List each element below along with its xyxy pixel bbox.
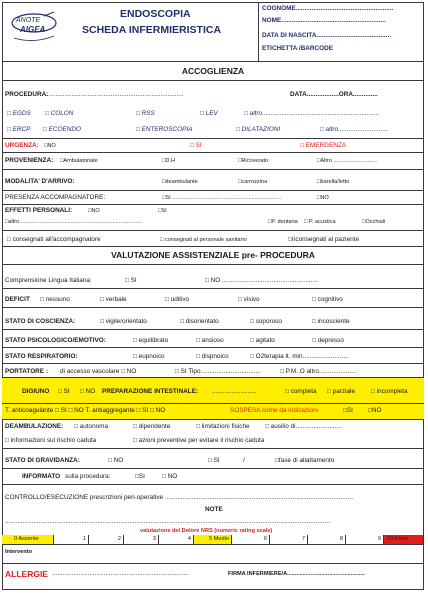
checkbox-incompleta[interactable]: □ incompleta bbox=[371, 388, 408, 395]
svg-text:AIGEA: AIGEA bbox=[20, 25, 46, 34]
checkbox-allattamento[interactable]: □fase di allattamento bbox=[275, 457, 335, 464]
gravidanza-label: STATO DI GRAVIDANZA: bbox=[5, 457, 80, 464]
checkbox-dipendente[interactable]: □ dipendente bbox=[133, 423, 171, 430]
controllo-esecuzione-field[interactable]: CONTROLLO/ESECUZIONE prescrizioni peri-operative .......................................................................................................... bbox=[5, 494, 354, 501]
section-valutazione: VALUTAZIONE ASSISTENZIALE pre- PROCEDURA bbox=[111, 250, 315, 260]
checkbox-consegnati-accompagnatore[interactable]: □ consegnati all'accompagnatore bbox=[7, 236, 101, 243]
psico-label: STATO PSICOLOGICO/EMOTIVO: bbox=[5, 337, 106, 344]
checkbox-colon[interactable]: □ COLON bbox=[45, 110, 74, 117]
checkbox-comprensione-si[interactable]: □ SI bbox=[125, 277, 137, 284]
portatore-label: PORTATORE : bbox=[5, 368, 48, 375]
firma-infermiere-field[interactable]: FIRMA INFERMIERE/A.................................................. bbox=[228, 571, 365, 577]
checkbox-provenienza-altro[interactable]: □Altro ............................ bbox=[317, 158, 377, 164]
cognome-field[interactable]: COGNOME....................................................... bbox=[262, 5, 394, 12]
data-nascita-field[interactable]: DATA DI NASCITA.......................................... bbox=[262, 32, 392, 39]
divider bbox=[2, 264, 424, 265]
checkbox-barella[interactable]: □barella/letto bbox=[317, 179, 350, 185]
etichetta-barcode-field: ETICHETTA /BARCODE bbox=[262, 45, 334, 52]
effetti-personali-label: EFFETTI PERSONALI: bbox=[5, 207, 73, 214]
anticoagulante-antiaggregante[interactable]: T. anticoagulante □ SI □ NO T. antiaggregante □ SI □ NO bbox=[5, 407, 166, 414]
checkbox-ansioso[interactable]: □ ansioso bbox=[196, 337, 224, 344]
procedura-label: PROCEDURA: bbox=[5, 91, 49, 98]
divider bbox=[2, 288, 424, 289]
informato-text: sulla procedura: bbox=[65, 473, 111, 480]
divider bbox=[2, 169, 424, 170]
pain-scale-cell-5[interactable]: 5 Medio bbox=[194, 535, 232, 544]
divider bbox=[2, 419, 424, 420]
procedura-input[interactable]: .............................................................................. bbox=[45, 91, 184, 98]
checkbox-p-dentaria[interactable]: □P. dentaria bbox=[268, 219, 298, 225]
checkbox-effetti-no[interactable]: □NO bbox=[88, 208, 100, 214]
comprensione-label: Comprensione Lingua Italiana: bbox=[5, 277, 92, 284]
checkbox-disorientato[interactable]: □ disorientato bbox=[180, 318, 219, 325]
checkbox-gravidanza-si[interactable]: □ SI bbox=[208, 457, 220, 464]
title-scheda: SCHEDA INFERMIERISTICA bbox=[82, 24, 222, 36]
divider bbox=[2, 152, 424, 153]
checkbox-altro-1[interactable]: □ altro.................................................................. bbox=[244, 110, 380, 117]
deambulazione-label: DEAMBULAZIONE: bbox=[5, 423, 64, 430]
digiuno-label: DIGIUNO bbox=[22, 388, 50, 395]
checkbox-urgenza-si[interactable]: □ SI bbox=[190, 142, 202, 149]
checkbox-carrozzina[interactable]: □carrozzina bbox=[238, 179, 268, 185]
divider bbox=[2, 61, 424, 62]
pain-scale-cell-6[interactable]: 6 bbox=[232, 535, 270, 544]
title-endoscopia: ENDOSCOPIA bbox=[120, 8, 191, 20]
checkbox-enteroscopia[interactable]: □ ENTEROSCOPIA bbox=[136, 126, 193, 133]
checkbox-accesso-si-tipo[interactable]: □ SI Tipo.................................. bbox=[175, 368, 261, 375]
checkbox-incosciente[interactable]: □ incosciente bbox=[312, 318, 350, 325]
checkbox-riconsegnati-paziente[interactable]: □riconsegnati al paziente bbox=[288, 236, 360, 243]
checkbox-completa[interactable]: □ completa bbox=[285, 388, 317, 395]
nome-field[interactable]: NOME........................................................... bbox=[262, 17, 386, 24]
data-ora-field[interactable]: DATA..................ORA.............. bbox=[290, 91, 378, 98]
checkbox-deficit-uditivo[interactable]: □ uditivo bbox=[165, 296, 190, 303]
divider bbox=[2, 377, 424, 378]
checkbox-agitato[interactable]: □ agitato bbox=[250, 337, 275, 344]
checkbox-info-rischio-caduta[interactable]: □ informazioni sul rischio caduta bbox=[5, 437, 97, 444]
checkbox-lev[interactable]: □ LEV bbox=[200, 110, 218, 117]
checkbox-sospesa-no[interactable]: □NO bbox=[368, 407, 382, 414]
urgenza-label: URGENZA: bbox=[5, 142, 39, 149]
note-label: NOTE bbox=[205, 506, 223, 513]
checkbox-occhiali[interactable]: □Occhiali bbox=[362, 219, 386, 225]
note-input[interactable]: ....................................................................................................................................................................................... bbox=[5, 518, 330, 525]
checkbox-effetti-altro[interactable]: □altro............................................................................... bbox=[5, 219, 143, 225]
checkbox-ecoendo[interactable]: □ ECOENDO bbox=[43, 126, 81, 133]
checkbox-sospesa-si[interactable]: □SI bbox=[343, 407, 353, 414]
divider bbox=[2, 138, 424, 139]
divider bbox=[2, 329, 424, 330]
checkbox-o2terapia[interactable]: □ O2terapia lt. min.......................... bbox=[250, 353, 349, 360]
checkbox-deficit-cognitivo[interactable]: □ cognitivo bbox=[312, 296, 343, 303]
checkbox-accompagnatore-si[interactable]: □SI ...................................................................... bbox=[162, 195, 282, 201]
checkbox-deficit-verbale[interactable]: □ verbale bbox=[100, 296, 127, 303]
checkbox-dispnoico[interactable]: □ dispnoico bbox=[196, 353, 229, 360]
checkbox-pm-altro[interactable]: □ P.M. O altro..................... bbox=[280, 368, 357, 375]
checkbox-soporoso[interactable]: □ soporoso bbox=[250, 318, 282, 325]
checkbox-ricoverato[interactable]: □Ricoverato bbox=[238, 158, 269, 164]
divider bbox=[2, 563, 424, 564]
checkbox-accompagnatore-no[interactable]: □NO bbox=[317, 195, 329, 201]
svg-text:ANOTE: ANOTE bbox=[16, 17, 41, 24]
checkbox-informato-no[interactable]: □ NO bbox=[162, 473, 178, 480]
dolore-title: valutazione del Dolore NRS (numeric rating scale) bbox=[140, 528, 273, 534]
divider bbox=[2, 190, 424, 191]
divider bbox=[2, 544, 424, 545]
divider bbox=[2, 307, 424, 308]
informato-label: INFORMATO bbox=[22, 473, 61, 480]
provenienza-label: PROVENIENZA: bbox=[5, 157, 54, 164]
preparazione-label: PREPARAZIONE INTESTINALE: bbox=[102, 388, 199, 395]
checkbox-digiuno-si[interactable]: □ SI bbox=[58, 388, 70, 395]
checkbox-digiuno-no[interactable]: □ NO bbox=[80, 388, 96, 395]
divider bbox=[2, 204, 424, 205]
checkbox-gravidanza-no[interactable]: □ NO bbox=[108, 457, 124, 464]
checkbox-parziale[interactable]: □ parziale bbox=[327, 388, 356, 395]
presenza-accompagnatore-label: PRESENZA ACCOMPAGNATORE: bbox=[5, 194, 106, 201]
divider bbox=[2, 80, 424, 81]
pain-scale-cell-1[interactable]: 1 bbox=[54, 535, 89, 544]
pain-scale-cell-8[interactable]: 8 bbox=[308, 535, 346, 544]
checkbox-deficit-nessuno[interactable]: □ nessuno bbox=[40, 296, 70, 303]
checkbox-eupnoico[interactable]: □ eupnoico bbox=[133, 353, 165, 360]
checkbox-ercp[interactable]: □ ERCP bbox=[7, 126, 31, 133]
nrs-pain-scale[interactable] bbox=[2, 535, 424, 544]
allergie-label: ALLERGIE bbox=[5, 569, 48, 579]
pain-scale-cell-2[interactable]: 2 bbox=[89, 535, 124, 544]
divider bbox=[2, 468, 424, 469]
checkbox-p-acustica[interactable]: □ P. acustica bbox=[304, 219, 336, 225]
checkbox-altro-2[interactable]: □ altro............................ bbox=[320, 126, 388, 133]
checkbox-comprensione-no[interactable]: □ NO ...................................................... bbox=[205, 277, 318, 284]
checkbox-ambulatoriale[interactable]: □Ambulatoriale bbox=[60, 158, 98, 164]
gravidanza-separator: / bbox=[243, 457, 245, 464]
header-divider bbox=[258, 2, 259, 61]
pain-scale-cell-4[interactable]: 4 bbox=[159, 535, 194, 544]
allergie-input[interactable]: ............................................................................. bbox=[52, 570, 189, 577]
section-accoglienza: ACCOGLIENZA bbox=[181, 66, 245, 76]
checkbox-ausilio[interactable]: □ ausilio di.......................... bbox=[265, 423, 342, 430]
sospesa-label: SOSPESA come da indicazioni bbox=[230, 407, 319, 414]
divider bbox=[2, 347, 424, 348]
checkbox-depresso[interactable]: □ depresso bbox=[312, 337, 344, 344]
modalita-arrivo-label: MODALITA' D'ARRIVO: bbox=[5, 178, 75, 185]
divider bbox=[2, 484, 424, 485]
pain-scale-cell-0[interactable]: 0 Assente bbox=[2, 535, 54, 544]
respiratorio-label: STATO RESPIRATORIO: bbox=[5, 353, 78, 360]
checkbox-deambulante[interactable]: □deambulante bbox=[162, 179, 198, 185]
checkbox-azioni-preventive[interactable]: □ azioni preventive per evitare il rischio caduta bbox=[133, 437, 265, 444]
coscienza-label: STATO DI COSCIENZA: bbox=[5, 318, 76, 325]
checkbox-vigile[interactable]: □ vigile/orientato bbox=[100, 318, 147, 325]
checkbox-equilibrato[interactable]: □ equilibrato bbox=[133, 337, 169, 344]
checkbox-urgenza-no[interactable]: □NO bbox=[44, 143, 56, 149]
intervento-label: Intervento bbox=[5, 549, 33, 555]
checkbox-deficit-visivo[interactable]: □ visivo bbox=[238, 296, 260, 303]
checkbox-informato-si[interactable]: □SI bbox=[135, 473, 145, 480]
checkbox-autonoma[interactable]: □ autonoma bbox=[74, 423, 109, 430]
pain-scale-cell-10[interactable]: 10 Forte bbox=[384, 535, 424, 544]
divider bbox=[2, 363, 424, 364]
pain-scale-cell-9[interactable]: 9 bbox=[346, 535, 384, 544]
deficit-label: DEFICIT bbox=[5, 296, 30, 303]
pain-scale-cell-3[interactable]: 3 bbox=[124, 535, 159, 544]
checkbox-rss[interactable]: □ RSS bbox=[136, 110, 155, 117]
divider bbox=[2, 246, 424, 247]
preparazione-input[interactable]: ......................... bbox=[212, 388, 257, 395]
checkbox-emergenza[interactable]: □ EMERGENZA bbox=[300, 142, 347, 149]
divider bbox=[2, 230, 424, 231]
divider bbox=[2, 448, 424, 449]
checkbox-accesso-vascolare-no[interactable]: di accesso vascolare □ NO bbox=[60, 368, 137, 375]
divider bbox=[2, 403, 424, 404]
checkbox-egds[interactable]: □ EGDS bbox=[7, 110, 31, 117]
checkbox-consegnati-personale[interactable]: □ consegnati al personale sanitario bbox=[160, 237, 247, 243]
pain-scale-cell-7[interactable]: 7 bbox=[270, 535, 308, 544]
checkbox-dh[interactable]: □D.H bbox=[162, 158, 176, 164]
checkbox-limitazioni-fisiche[interactable]: □ limitazioni fisiche bbox=[196, 423, 250, 430]
checkbox-effetti-si[interactable]: □SI bbox=[158, 208, 167, 214]
anote-aigea-logo bbox=[10, 10, 58, 44]
checkbox-dilatazioni[interactable]: □ DILATAZIONI bbox=[236, 126, 281, 133]
